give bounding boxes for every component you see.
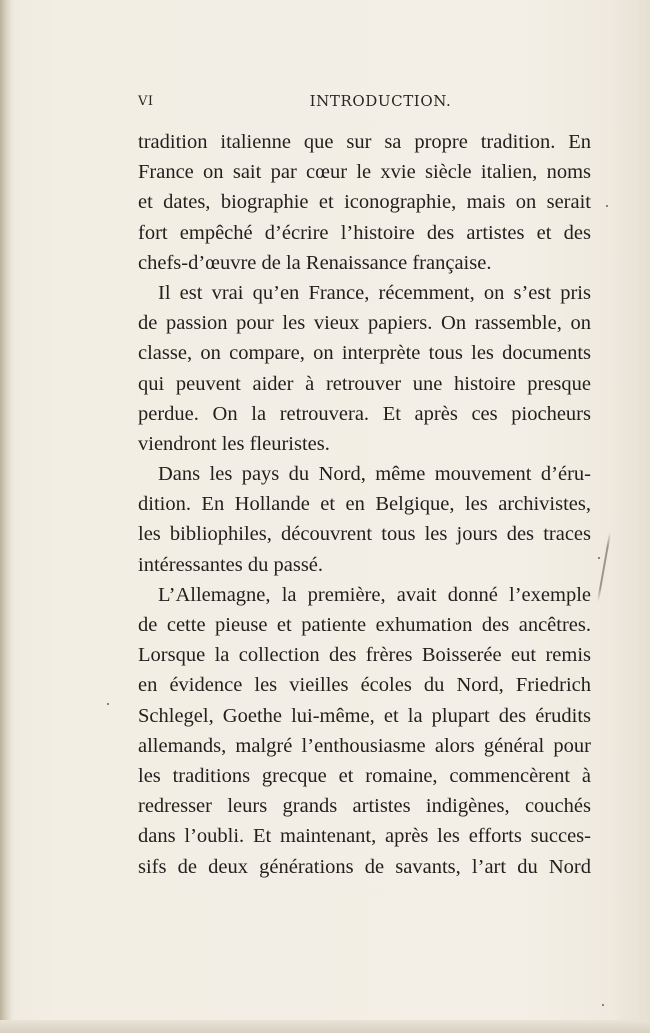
text-line: tradition italienne que sur sa propre tradition. En (138, 131, 591, 153)
text-line: qui peuvent aider à retrouver une histoire presque (138, 372, 591, 395)
text-line: dition. En Hollande et en Belgique, les archivistes, (138, 493, 591, 516)
text-line: perdue. On la retrouvera. Et après ces piocheurs (138, 402, 591, 425)
text-line: Schlegel, Goethe lui-même, et la plupart des érudits (138, 704, 591, 727)
text-line: de passion pour les vieux papiers. On rassemble, on (138, 312, 591, 335)
text-line: les bibliophiles, découvrent tous les jours des traces (138, 523, 591, 546)
text-line: L’Allemagne, la première, avait donné l’exemple (158, 583, 591, 606)
book-spine-shadow (0, 0, 10, 1033)
running-header (138, 92, 591, 118)
text-line: sifs de deux générations de savants, l’art du Nord (138, 855, 591, 878)
running-title: INTRODUCTION. (309, 92, 452, 110)
text-line: allemands, malgré l’enthousiasme alors général pour (138, 734, 591, 757)
text-line: classe, on compare, on interprète tous les documents (138, 342, 591, 365)
page-number: VI (138, 94, 154, 109)
page-bottom-edge (0, 1020, 650, 1033)
paper-speck (606, 205, 608, 207)
text-line: Lorsque la collection des frères Boisserée eut remis (138, 644, 591, 667)
text-line: dans l’oubli. Et maintenant, après les efforts succes- (138, 825, 591, 848)
text-line: viendront les fleuristes. (138, 432, 330, 455)
text-line: redresser leurs grands artistes indigènes, couchés (138, 795, 591, 818)
text-line: fort empêché d’écrire l’histoire des artistes et des (138, 221, 591, 244)
paper-speck (602, 1004, 604, 1006)
text-line: en évidence les vieilles écoles du Nord, Friedrich (138, 674, 591, 697)
margin-pencil-mark (597, 532, 611, 601)
body-text (138, 127, 591, 882)
text-line: Dans les pays du Nord, même mouvement d’éru- (158, 463, 591, 486)
paper-speck (598, 557, 600, 559)
paper-speck (107, 703, 109, 705)
text-line: Il est vrai qu’en France, récemment, on s’est pris (158, 281, 591, 304)
text-line: France on sait par cœur le xvie siècle italien, noms (138, 161, 591, 184)
text-line: intéressantes du passé. (138, 553, 324, 576)
text-line: de cette pieuse et patiente exhumation des ancêtres. (138, 614, 591, 636)
text-line: et dates, biographie et iconographie, mais on serait (138, 191, 591, 214)
text-line: les traditions grecque et romaine, commencèrent à (138, 764, 591, 787)
text-line: chefs-d’œuvre de la Renaissance française. (138, 251, 492, 274)
